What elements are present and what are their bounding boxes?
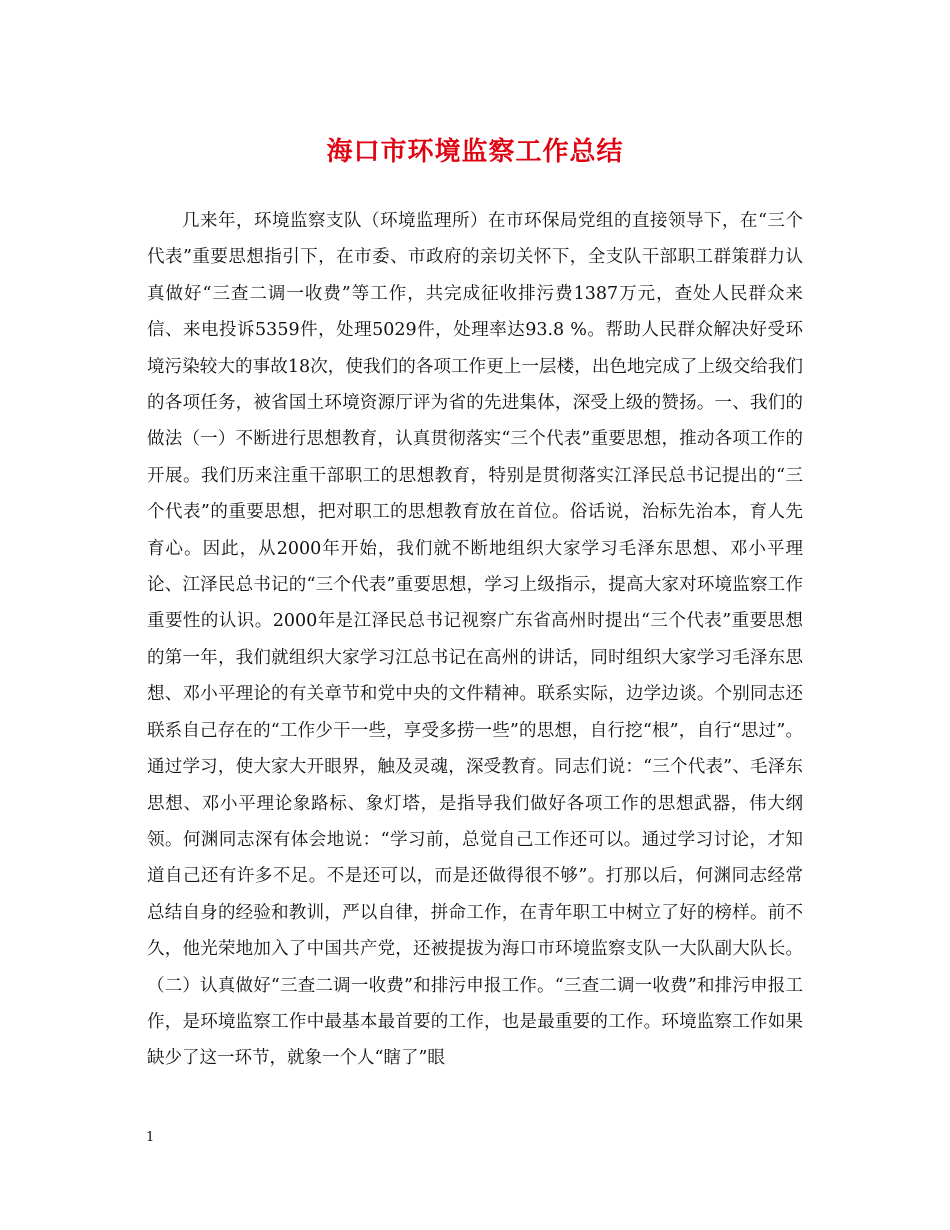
body-paragraph: 几来年，环境监察支队（环境监理所）在市环保局党组的直接领导下，在“三个代表”重要思想指引下，在市委、市政府的亲切关怀下，全支队干部职工群策群力认真做好“三查二调一收费”等工作，共完成征收排污费1387万元，查处人民群众来信、来电投诉5359件，处理5029件，处理率达93.8 %。帮助人民群众解决好受环境污染较大的事故18次，使我们的各项工作更上一层楼，出色地完成了上级交给我们的各项任务，被省国土环境资源厅评为省的先进集体，深受上级的赞扬。一、我们的做法（一）不断进行思想教育，认真贯彻落实“三个代表”重要思想，推动各项工作的开展。我们历来注重干部职工的思想教育，特别是贯彻落实江泽民总书记提出的“三个代表”的重要思想，把对职工的思想教育放在首位。俗话说，治标先治本，育人先育心。因此，从2000年开始，我们就不断地组织大家学习毛泽东思想、邓小平理论、江泽民总书记的“三个代表”重要思想，学习上级指示，提高大家对环境监察工作重要性的认识。2000年是江泽民总书记视察广东省高州时提出“三个代表”重要思想的第一年，我们就组织大家学习江总书记在高州的讲话，同时组织大家学习毛泽东思想、邓小平理论的有关章节和党中央的文件精神。联系实际，边学边谈。个别同志还联系自己存在的“工作少干一些，享受多捞一些”的思想，自行挖“根”，自行“思过”。通过学习，使大家大开眼界，触及灵魂，深受教育。同志们说：“三个代表”、毛泽东思想、邓小平理论象路标、象灯塔，是指导我们做好各项工作的思想武器，伟大纲领。何渊同志深有体会地说：“学习前，总觉自己工作还可以。通过学习讨论，才知道自己还有许多不足。不是还可以，而是还做得很不够”。打那以后，何渊同志经常总结自身的经验和教训，严以自律，拼命工作，在青年职工中树立了好的榜样。前不久，他光荣地加入了中国共产党，还被提拔为海口市环境监察支队一大队副大队长。（二）认真做好“三查二调一收费”和排污申报工作。“三查二调一收费”和排污申报工作，是环境监察工作中最基本最首要的工作，也是最重要的工作。环境监察工作如果缺少了这一环节，就象一个人“瞎了”眼 <box>147 211 803 1069</box>
page-number: 1 <box>146 1130 155 1145</box>
document-title: 海口市环境监察工作总结 <box>326 137 624 167</box>
